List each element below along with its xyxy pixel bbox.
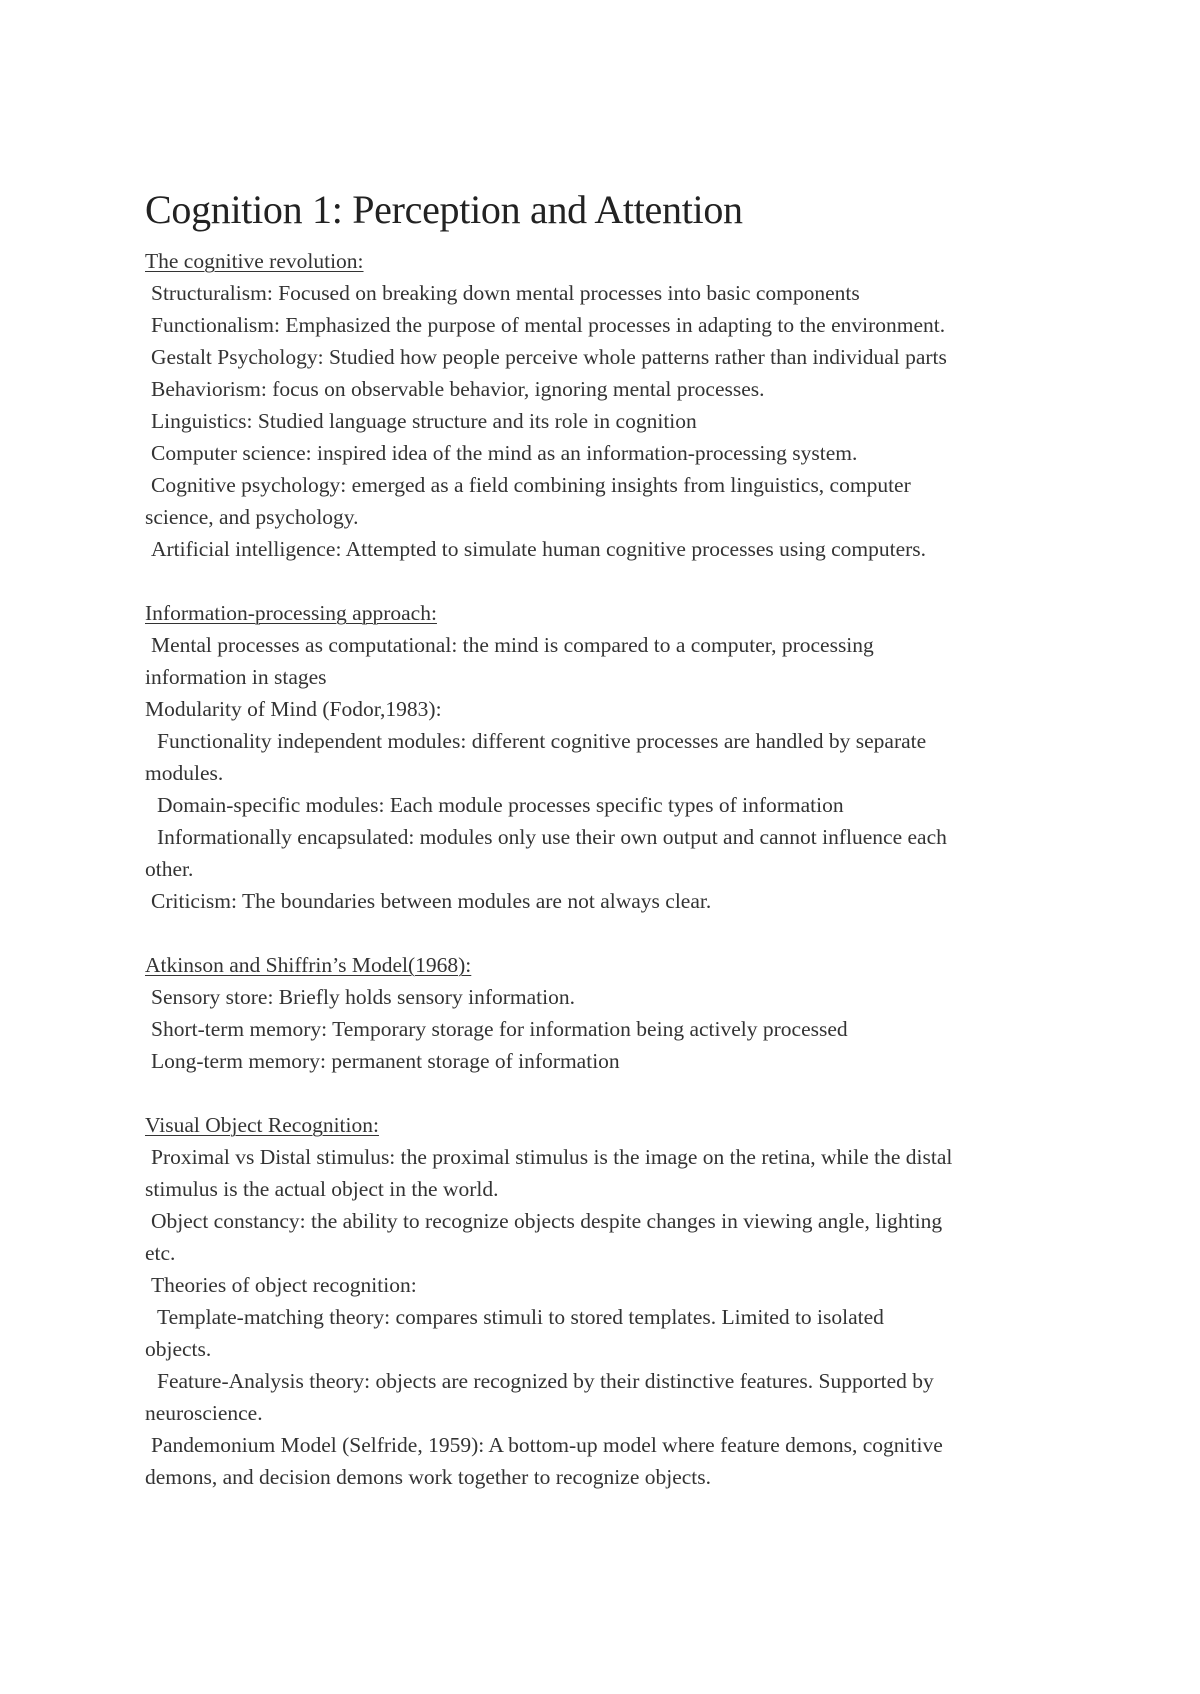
list-item-continuation: neuroscience. [145,1401,263,1425]
list-item: Modularity of Mind (Fodor,1983): [145,697,442,721]
list-item: Cognitive psychology: emerged as a field combining insights from linguistics, computer [151,473,911,497]
list-item-continuation: etc. [145,1241,176,1265]
list-item: Artificial intelligence: Attempted to simulate human cognitive processes using computers. [151,537,927,561]
section-heading: The cognitive revolution: [145,249,364,273]
list-item: Functionalism: Emphasized the purpose of mental processes in adapting to the environment. [151,313,946,337]
list-item: Behaviorism: focus on observable behavior, ignoring mental processes. [151,377,765,401]
list-item: Criticism: The boundaries between modules are not always clear. [151,889,712,913]
list-item: Structuralism: Focused on breaking down mental processes into basic components [151,281,860,305]
list-item-continuation: objects. [145,1337,212,1361]
list-item-continuation: science, and psychology. [145,505,359,529]
list-item-continuation: stimulus is the actual object in the world. [145,1177,499,1201]
list-item: Linguistics: Studied language structure and its role in cognition [151,409,697,433]
list-item: Feature-Analysis theory: objects are recognized by their distinctive features. Supported by [157,1369,934,1393]
list-item: Mental processes as computational: the mind is compared to a computer, processing [151,633,874,657]
list-item: Domain-specific modules: Each module processes specific types of information [157,793,844,817]
list-item-continuation: information in stages [145,665,327,689]
list-item: Long-term memory: permanent storage of information [151,1049,620,1073]
list-item: Pandemonium Model (Selfride, 1959): A bottom-up model where feature demons, cognitive [151,1433,943,1457]
list-item: Sensory store: Briefly holds sensory information. [151,985,575,1009]
list-item-continuation: modules. [145,761,224,785]
section-heading: Atkinson and Shiffrin’s Model(1968): [145,953,472,977]
list-item: Object constancy: the ability to recognize objects despite changes in viewing angle, lighting [151,1209,943,1233]
list-item: Informationally encapsulated: modules only use their own output and cannot influence each [157,825,947,849]
list-item: Gestalt Psychology: Studied how people perceive whole patterns rather than individual parts [151,345,947,369]
section-heading: Visual Object Recognition: [145,1113,379,1137]
list-item: Computer science: inspired idea of the mind as an information-processing system. [151,441,858,465]
list-item-continuation: other. [145,857,194,881]
section-visual-object-recognition [145,1109,1075,1493]
list-item: Template-matching theory: compares stimuli to stored templates. Limited to isolated [157,1305,884,1329]
list-item-continuation: demons, and decision demons work together to recognize objects. [145,1465,712,1489]
list-item: Short-term memory: Temporary storage for information being actively processed [151,1017,848,1041]
section-atkinson-shiffrin [145,949,1075,1077]
section-heading: Information-processing approach: [145,601,437,625]
section-cognitive-revolution [145,245,1075,565]
document-page [145,183,1075,1525]
section-information-processing [145,597,1075,917]
list-item: Functionality independent modules: different cognitive processes are handled by separate [157,729,927,753]
document-title: Cognition 1: Perception and Attention [145,187,743,232]
list-item: Theories of object recognition: [151,1273,417,1297]
list-item: Proximal vs Distal stimulus: the proximal stimulus is the image on the retina, while the distal [151,1145,953,1169]
